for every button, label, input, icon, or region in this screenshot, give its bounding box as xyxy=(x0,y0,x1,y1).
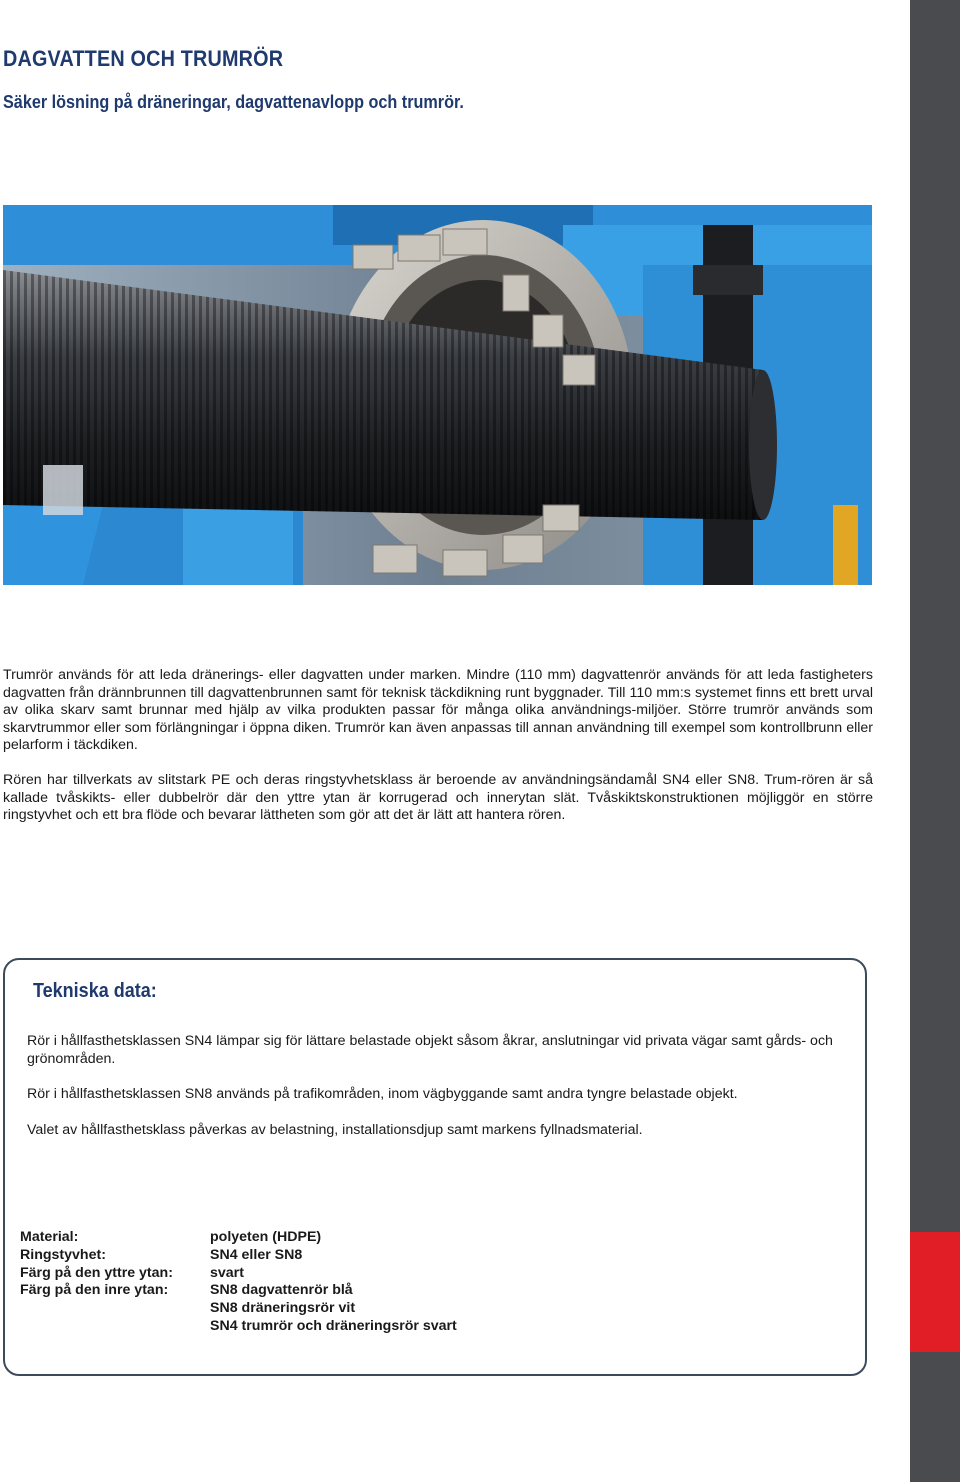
page-title: DAGVATTEN OCH TRUMRÖR xyxy=(3,46,284,71)
technical-data-heading: Tekniska data: xyxy=(33,980,157,1002)
spec-value: SN8 dräneringsrör vit xyxy=(210,1300,356,1317)
spec-value: SN8 dagvattenrör blå xyxy=(210,1282,353,1299)
spec-row xyxy=(20,1282,457,1300)
spec-label: Ringstyvhet: xyxy=(20,1246,106,1263)
intro-paragraph: Trumrör används för att leda dränerings- eller dagvatten under marken. Mindre (110 mm) dagvattenrör används för att leda fastigheters dagvatten från drännbrunnen till dagvattenbrunnen samt för teknisk täckdikning runt byggnader. Till 110 mm:s systemet finns ett brett urval av olika skarv samt brunnar med hjälp av vilka produkten passar för många olika användnings-miljöer. Större trumrör används som skarvtrummor eller som förlängningar i öppna diken. Trumrör kan även anpassas till annan användning till exempel som kontrollbrunn eller pelarform i täckdiken. xyxy=(3,667,873,754)
spec-label: Färg på den yttre ytan: xyxy=(20,1264,173,1281)
strength-class-note: Valet av hållfasthetsklass påverkas av belastning, installationsdjup samt markens fyllnadsmaterial. xyxy=(27,1122,643,1138)
sn4-description: Rör i hållfasthetsklassen SN4 lämpar sig för lättare belastade objekt såsom åkrar, anslutningar vid privata vägar samt gårds- och grönområden. xyxy=(27,1033,833,1067)
spec-label: Material: xyxy=(20,1229,79,1245)
spec-row xyxy=(20,1265,457,1283)
material-paragraph: Rören har tillverkats av slitstark PE och deras ringstyvhetsklass är beroende av användningsändamål SN4 eller SN8. Trum-rören är så kallade tvåskikts- eller dubbelrör där den yttre ytan är korrugerad och innerytan slät. Tvåskiktskonstruktionen möjliggör en större ringstyvhet och ett bra flöde och bevarar lättheten som gör att det är lätt att hantera rören. xyxy=(3,772,873,824)
spec-value: polyeten (HDPE) xyxy=(210,1229,322,1245)
side-accent xyxy=(910,1232,960,1352)
spec-row xyxy=(20,1300,457,1318)
pipe-machine-photo xyxy=(3,205,872,585)
spec-label: Färg på den inre ytan: xyxy=(20,1282,169,1299)
spec-row xyxy=(20,1318,457,1336)
spec-row xyxy=(20,1229,457,1247)
page-subtitle: Säker lösning på dräneringar, dagvattenavlopp och trumrör. xyxy=(3,92,464,112)
spec-value: SN4 trumrör och dräneringsrör svart xyxy=(210,1317,457,1334)
sn8-description: Rör i hållfasthetsklassen SN8 används på trafikområden, inom vägbyggande samt andra tyngre belastade objekt. xyxy=(27,1086,738,1102)
spec-row xyxy=(20,1247,457,1265)
technical-data-box xyxy=(3,958,867,1376)
spec-table xyxy=(20,1229,457,1336)
spec-value: SN4 eller SN8 xyxy=(210,1246,303,1263)
spec-label xyxy=(20,1300,210,1318)
spec-value: svart xyxy=(210,1264,244,1281)
spec-label xyxy=(20,1318,210,1336)
